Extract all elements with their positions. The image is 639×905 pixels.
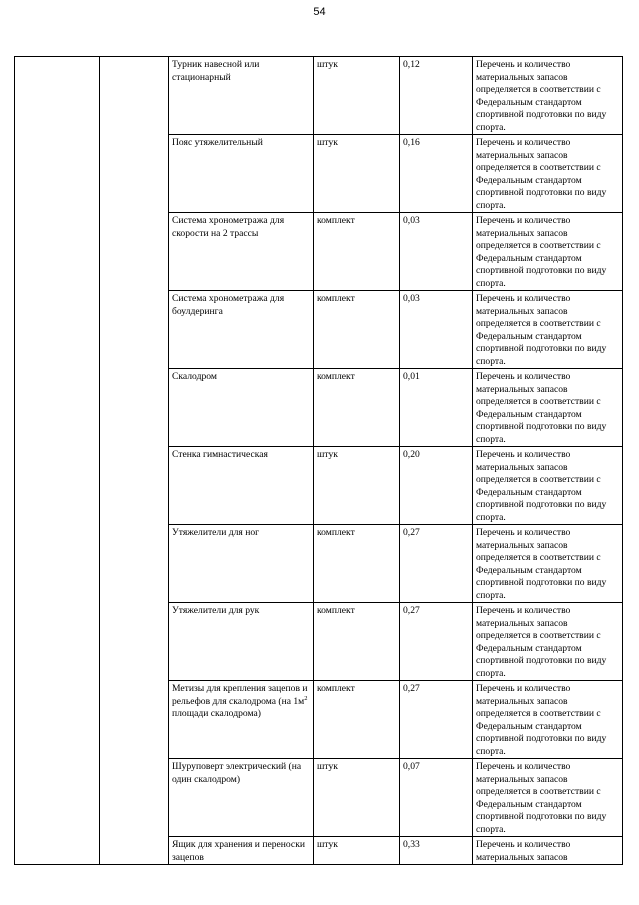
merged-cell-col2: [100, 57, 169, 865]
equipment-table: [14, 56, 623, 865]
item-unit: штук: [314, 57, 400, 135]
item-quantity: 0,27: [400, 603, 473, 681]
item-note: Перечень и количество материальных запасов определяется в соответствии с Федеральным стандартом спортивной подготовки по виду спорта.: [473, 291, 623, 369]
item-note: Перечень и количество материальных запасов определяется в соответствии с Федеральным стандартом спортивной подготовки по виду спорта.: [473, 759, 623, 837]
item-name: Пояс утяжелительный: [169, 135, 314, 213]
item-note: Перечень и количество материальных запасов определяется в соответствии с Федеральным стандартом спортивной подготовки по виду спорта.: [473, 135, 623, 213]
item-note: Перечень и количество материальных запасов определяется в соответствии с Федеральным стандартом спортивной подготовки по виду спорта.: [473, 603, 623, 681]
item-note: Перечень и количество материальных запасов: [473, 837, 623, 865]
item-quantity: 0,01: [400, 369, 473, 447]
merged-cell-col1: [15, 57, 100, 865]
item-unit: штук: [314, 135, 400, 213]
item-unit: комплект: [314, 369, 400, 447]
item-unit: штук: [314, 759, 400, 837]
superscript-two: 2: [304, 694, 308, 702]
item-name: Шуруповерт электрический (на один скалодром): [169, 759, 314, 837]
item-name: Ящик для хранения и переноски зацепов: [169, 837, 314, 865]
item-quantity: 0,03: [400, 213, 473, 291]
item-unit: комплект: [314, 603, 400, 681]
item-unit: штук: [314, 837, 400, 865]
item-quantity: 0,12: [400, 57, 473, 135]
item-quantity: 0,16: [400, 135, 473, 213]
item-quantity: 0,20: [400, 447, 473, 525]
item-quantity: 0,33: [400, 837, 473, 865]
item-note: Перечень и количество материальных запасов определяется в соответствии с Федеральным стандартом спортивной подготовки по виду спорта.: [473, 369, 623, 447]
item-quantity: 0,27: [400, 525, 473, 603]
item-unit: комплект: [314, 291, 400, 369]
item-name: Система хронометража для скорости на 2 трассы: [169, 213, 314, 291]
item-name: Система хронометража для боулдеринга: [169, 291, 314, 369]
item-note: Перечень и количество материальных запасов определяется в соответствии с Федеральным стандартом спортивной подготовки по виду спорта.: [473, 525, 623, 603]
item-name: Турник навесной или стационарный: [169, 57, 314, 135]
item-note: Перечень и количество материальных запасов определяется в соответствии с Федеральным стандартом спортивной подготовки по виду спорта.: [473, 681, 623, 759]
item-name: Утяжелители для ног: [169, 525, 314, 603]
item-name: Утяжелители для рук: [169, 603, 314, 681]
page-number: 54: [313, 6, 326, 18]
item-note: Перечень и количество материальных запасов определяется в соответствии с Федеральным стандартом спортивной подготовки по виду спорта.: [473, 447, 623, 525]
item-unit: штук: [314, 447, 400, 525]
item-quantity: 0,27: [400, 681, 473, 759]
item-name: Стенка гимнастическая: [169, 447, 314, 525]
item-name: [169, 681, 314, 759]
item-name-text: Метизы для крепления зацепов и рельефов для скалодрома (на 1м: [172, 683, 308, 707]
item-name-text-end: площади скалодрома): [172, 708, 261, 719]
item-unit: комплект: [314, 681, 400, 759]
item-note: Перечень и количество материальных запасов определяется в соответствии с Федеральным стандартом спортивной подготовки по виду спорта.: [473, 57, 623, 135]
table-row: [15, 57, 623, 135]
item-note: Перечень и количество материальных запасов определяется в соответствии с Федеральным стандартом спортивной подготовки по виду спорта.: [473, 213, 623, 291]
item-quantity: 0,03: [400, 291, 473, 369]
item-unit: комплект: [314, 525, 400, 603]
item-quantity: 0,07: [400, 759, 473, 837]
item-name: Скалодром: [169, 369, 314, 447]
item-unit: комплект: [314, 213, 400, 291]
